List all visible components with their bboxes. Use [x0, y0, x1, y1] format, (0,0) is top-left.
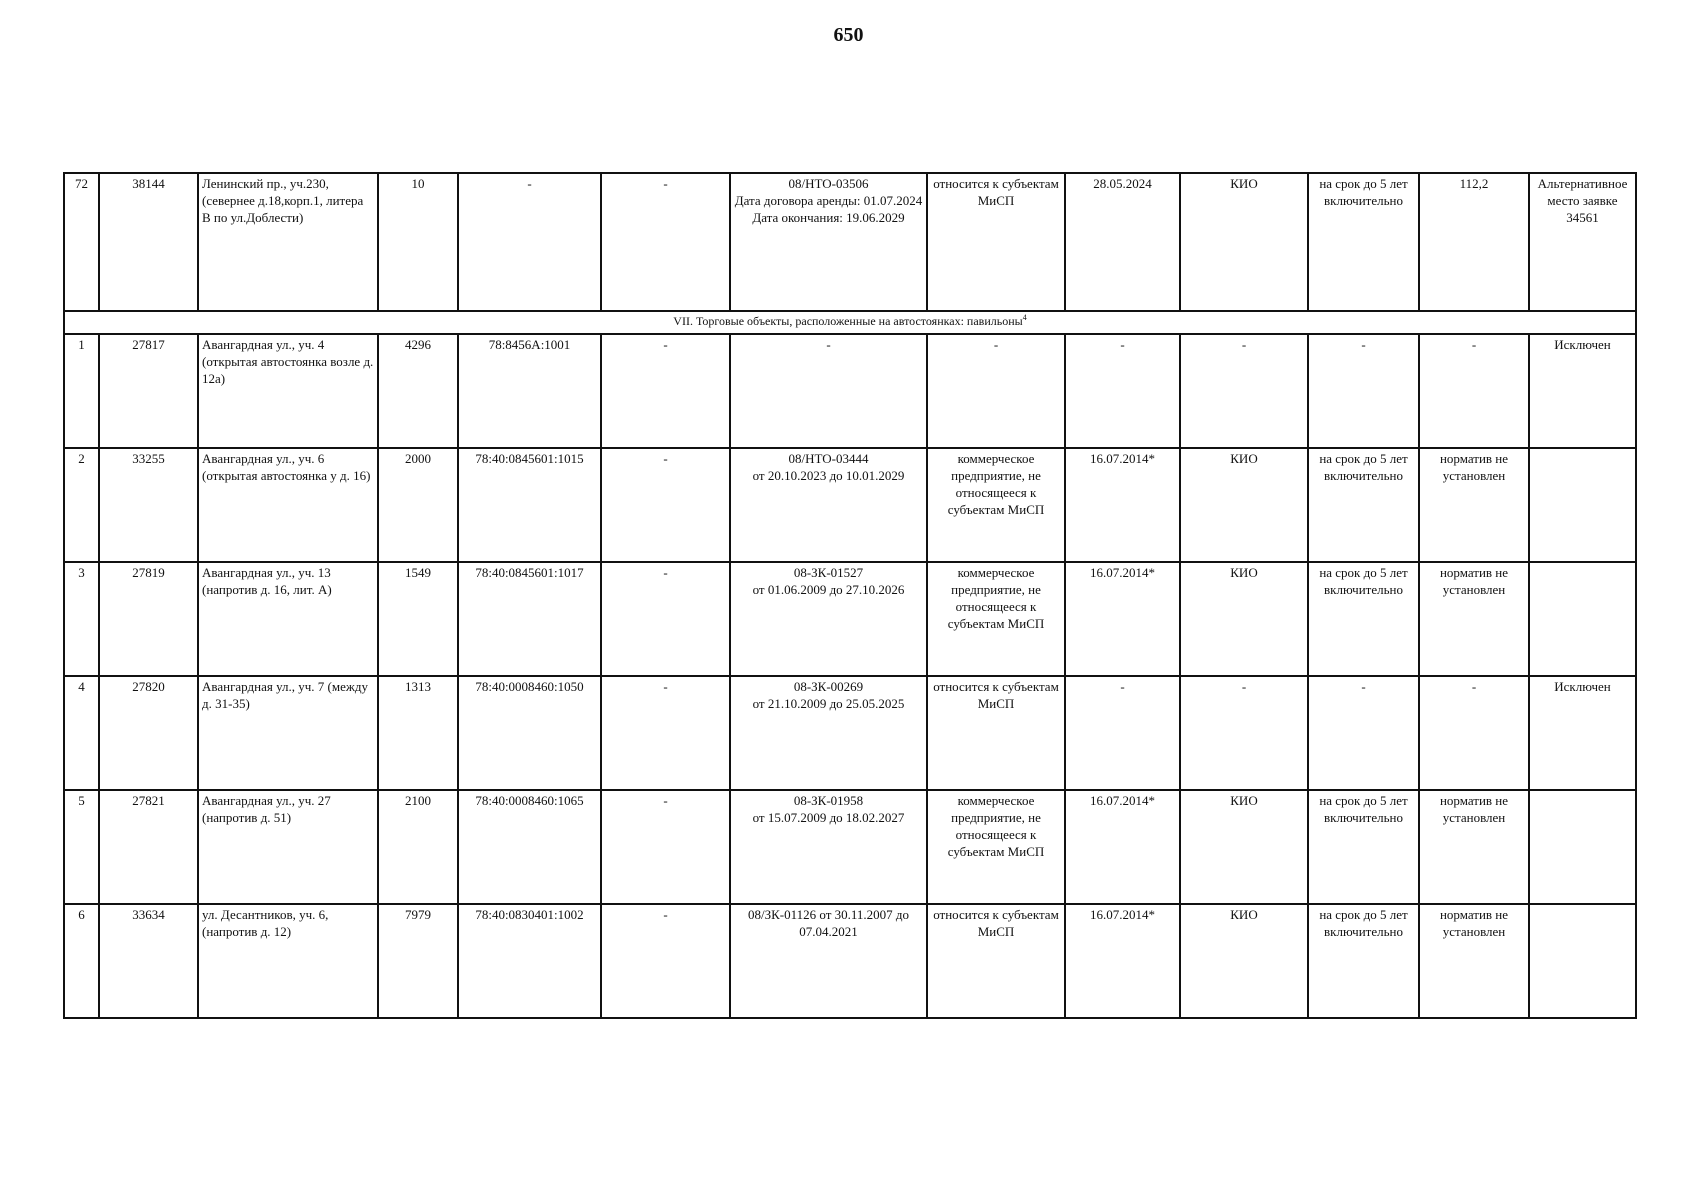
cell-area: 2100	[378, 790, 458, 904]
cell-organization: -	[1180, 676, 1308, 790]
section-header-row	[64, 311, 1636, 334]
cell-row-number: 5	[64, 790, 99, 904]
cell-object-id: 27820	[99, 676, 198, 790]
cell-row-number: 6	[64, 904, 99, 1018]
cell-inclusion-date: 16.07.2014*	[1065, 562, 1180, 676]
cell-cadastral-number: -	[458, 173, 601, 311]
cell-inclusion-date: 16.07.2014*	[1065, 790, 1180, 904]
cell-address: ул. Десантников, уч. 6, (напротив д. 12)	[198, 904, 378, 1018]
cell-contract-info: 08/НТО-03506 Дата договора аренды: 01.07.2024 Дата окончания: 19.06.2029	[730, 173, 927, 311]
cell-row-number: 72	[64, 173, 99, 311]
cell-inclusion-date: 16.07.2014*	[1065, 904, 1180, 1018]
cell-note: Альтернативное место заявке 34561	[1529, 173, 1636, 311]
cell-organization: КИО	[1180, 562, 1308, 676]
cell-inclusion-date: 16.07.2014*	[1065, 448, 1180, 562]
cell-norm: норматив не установлен	[1419, 562, 1529, 676]
cell-col-5: -	[601, 448, 730, 562]
cell-organization: КИО	[1180, 448, 1308, 562]
cell-cadastral-number: 78:40:0008460:1065	[458, 790, 601, 904]
cell-address: Авангардная ул., уч. 27 (напротив д. 51)	[198, 790, 378, 904]
cell-term: на срок до 5 лет включительно	[1308, 904, 1419, 1018]
cell-cadastral-number: 78:40:0845601:1017	[458, 562, 601, 676]
table-row	[64, 334, 1636, 448]
cell-row-number: 2	[64, 448, 99, 562]
cell-norm: норматив не установлен	[1419, 448, 1529, 562]
cell-subject-status: коммерческое предприятие, не относящееся к субъектам МиСП	[927, 448, 1065, 562]
rows-before-section	[64, 173, 1636, 311]
cell-object-id: 33255	[99, 448, 198, 562]
cell-term: -	[1308, 334, 1419, 448]
cell-inclusion-date: -	[1065, 334, 1180, 448]
cell-term: на срок до 5 лет включительно	[1308, 448, 1419, 562]
section-title: VII. Торговые объекты, расположенные на автостоянках: павильоны	[673, 314, 1023, 328]
cell-row-number: 1	[64, 334, 99, 448]
cell-organization: КИО	[1180, 173, 1308, 311]
cell-contract-info: 08/НТО-03444 от 20.10.2023 до 10.01.2029	[730, 448, 927, 562]
cell-contract-info: 08-ЗК-00269 от 21.10.2009 до 25.05.2025	[730, 676, 927, 790]
cell-address: Авангардная ул., уч. 4 (открытая автостоянка возле д. 12а)	[198, 334, 378, 448]
cell-area: 1549	[378, 562, 458, 676]
cell-norm: 112,2	[1419, 173, 1529, 311]
cell-subject-status: -	[927, 334, 1065, 448]
table-row	[64, 562, 1636, 676]
page-number: 650	[833, 24, 864, 46]
cell-area: 7979	[378, 904, 458, 1018]
cell-norm: -	[1419, 676, 1529, 790]
cell-note	[1529, 448, 1636, 562]
cell-contract-info: 08-ЗК-01527 от 01.06.2009 до 27.10.2026	[730, 562, 927, 676]
cell-cadastral-number: 78:8456А:1001	[458, 334, 601, 448]
cell-area: 1313	[378, 676, 458, 790]
cell-inclusion-date: 28.05.2024	[1065, 173, 1180, 311]
cell-organization: -	[1180, 334, 1308, 448]
cell-cadastral-number: 78:40:0008460:1050	[458, 676, 601, 790]
rows-after-section	[64, 334, 1636, 1018]
cell-address: Авангардная ул., уч. 7 (между д. 31-35)	[198, 676, 378, 790]
cell-term: на срок до 5 лет включительно	[1308, 790, 1419, 904]
cell-area: 2000	[378, 448, 458, 562]
cell-address: Авангардная ул., уч. 6 (открытая автостоянка у д. 16)	[198, 448, 378, 562]
cell-object-id: 27821	[99, 790, 198, 904]
cell-col-5: -	[601, 790, 730, 904]
section-title-cell	[64, 311, 1636, 334]
cell-term: -	[1308, 676, 1419, 790]
cell-col-5: -	[601, 173, 730, 311]
cell-col-5: -	[601, 562, 730, 676]
cell-term: на срок до 5 лет включительно	[1308, 173, 1419, 311]
registry-table	[63, 172, 1637, 1019]
cell-norm: норматив не установлен	[1419, 904, 1529, 1018]
cell-col-5: -	[601, 904, 730, 1018]
cell-subject-status: относится к субъектам МиСП	[927, 676, 1065, 790]
cell-subject-status: коммерческое предприятие, не относящееся к субъектам МиСП	[927, 790, 1065, 904]
cell-organization: КИО	[1180, 904, 1308, 1018]
cell-subject-status: относится к субъектам МиСП	[927, 904, 1065, 1018]
cell-area: 4296	[378, 334, 458, 448]
table-row	[64, 790, 1636, 904]
cell-area: 10	[378, 173, 458, 311]
table-row	[64, 173, 1636, 311]
table-row	[64, 448, 1636, 562]
cell-note	[1529, 562, 1636, 676]
cell-note	[1529, 904, 1636, 1018]
cell-object-id: 27817	[99, 334, 198, 448]
cell-note: Исключен	[1529, 334, 1636, 448]
cell-norm: -	[1419, 334, 1529, 448]
cell-subject-status: коммерческое предприятие, не относящееся к субъектам МиСП	[927, 562, 1065, 676]
section-footnote-mark: 4	[1022, 313, 1027, 322]
cell-object-id: 38144	[99, 173, 198, 311]
cell-row-number: 3	[64, 562, 99, 676]
table-row	[64, 676, 1636, 790]
cell-contract-info: 08/ЗК-01126 от 30.11.2007 до 07.04.2021	[730, 904, 927, 1018]
cell-contract-info: 08-ЗК-01958 от 15.07.2009 до 18.02.2027	[730, 790, 927, 904]
cell-organization: КИО	[1180, 790, 1308, 904]
cell-row-number: 4	[64, 676, 99, 790]
cell-norm: норматив не установлен	[1419, 790, 1529, 904]
cell-address: Авангардная ул., уч. 13 (напротив д. 16, лит. А)	[198, 562, 378, 676]
table-row	[64, 904, 1636, 1018]
cell-subject-status: относится к субъектам МиСП	[927, 173, 1065, 311]
cell-object-id: 27819	[99, 562, 198, 676]
cell-cadastral-number: 78:40:0845601:1015	[458, 448, 601, 562]
cell-col-5: -	[601, 334, 730, 448]
cell-contract-info: -	[730, 334, 927, 448]
cell-address: Ленинский пр., уч.230, (севернее д.18,корп.1, литера В по ул.Доблести)	[198, 173, 378, 311]
cell-note	[1529, 790, 1636, 904]
cell-object-id: 33634	[99, 904, 198, 1018]
cell-inclusion-date: -	[1065, 676, 1180, 790]
cell-col-5: -	[601, 676, 730, 790]
cell-note: Исключен	[1529, 676, 1636, 790]
cell-term: на срок до 5 лет включительно	[1308, 562, 1419, 676]
cell-cadastral-number: 78:40:0830401:1002	[458, 904, 601, 1018]
